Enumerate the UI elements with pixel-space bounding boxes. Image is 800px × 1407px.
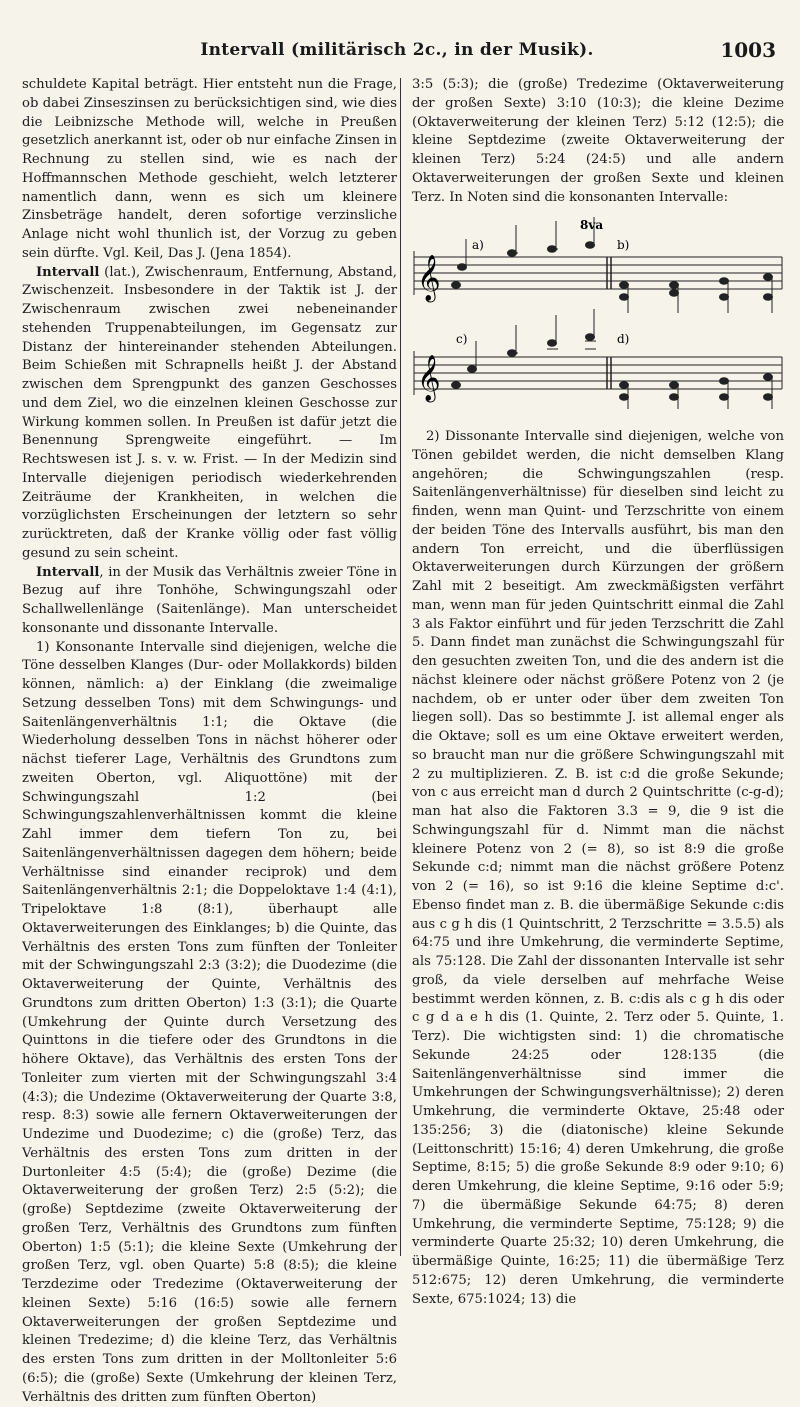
- page-number: 1003: [720, 38, 776, 62]
- paragraph-text: , in der Musik das Verhältnis zweier Töne in Bezug auf ihre Tonhöhe, Schwingungszahl oder Schallwellenlänge (Saitenlänge). Man unterscheidet konsonante und dissonante Intervalle.: [22, 565, 397, 636]
- staff-lower: [414, 351, 782, 395]
- ottava-label: 8va: [580, 218, 603, 232]
- staff-upper: [414, 251, 782, 295]
- treble-clef-icon: 𝄞: [417, 255, 441, 303]
- paragraph-consonant-continued: 3:5 (5:3); die (große) Tredezime (Oktaverweiterung der großen Sexte) 3:10 (10:3); die kleine Dezime (Oktaverweiterung der kleinen Terz) 5:12 (12:5); die kleine Septdezime (zweite Oktaverweiterung der kleinen Terz) 5:24 (24:5) und alle andern Oktaverweiterungen der großen Sexte und kleinen Terz. In Noten sind die konsonanten Intervalle:: [412, 76, 784, 207]
- right-column: [412, 76, 784, 1256]
- treble-clef-icon: 𝄞: [417, 355, 441, 403]
- label-d: d): [617, 332, 629, 346]
- running-title: Intervall (militärisch 2c., in der Musik).: [18, 40, 776, 60]
- headword: Intervall: [36, 265, 99, 280]
- page-header: [18, 30, 776, 72]
- paragraph-dissonant-intervals: 2) Dissonante Intervalle sind diejenigen, welche von Tönen gebildet werden, die nicht demselben Klang angehören; die Schwingungszahlen (resp. Saitenlängenverhältnisse) für dieselben sind leicht zu finden, wenn man Quint- und Terzschritte von einem der beiden Töne des Intervalls ausführt, bis man den andern Ton erreicht, und die überflüssigen Oktaverweiterungen durch Kürzungen der größern Zahl mit 2 beseitigt. Am zweckmäßigsten verfährt man, wenn man für jeden Quintschritt einmal die Zahl 3 als Faktor einführt und für jeden Terzschritt die Zahl 5. Dann findet man zunächst die Schwingungszahl für den gesuchten zweiten Ton, und die des andern ist die nächst kleinere oder nächst größere Potenz von 2 (je nachdem, ob er unter oder über dem zweiten Ton liegen soll). Das so bestimmte J. ist allemal enger als die Oktave; soll es um eine Oktave erweitert werden, so braucht man nur die größere Schwingungszahl mit 2 zu multiplizieren. Z. B. ist c:d die große Sekunde; von c aus erreicht man d durch 2 Quintschritte (c-g-d); man hat also die Faktoren 3.3 = 9, die 9 ist die Schwingungszahl für d. Nimmt man die nächst kleinere Potenz von 2 (= 8), so ist 8:9 die große Sekunde c:d; nimmt man die nächst größere Potenz von 2 (= 16), so ist 9:16 die kleine Septime d:c'. Ebenso findet man z. B. die übermäßige Sekunde c:dis aus c g h dis (1 Quintschritt, 2 Terzschritte = 3.5.5) als 64:75 und ihre Umkehrung, die verminderte Septime, als 75:128. Die Zahl der dissonanten Intervalle ist sehr groß, da viele derselben auf mehrfache Weise bestimmt werden können, z. B. c:dis als c g h dis oder c g d a e h dis (1. Quinte, 2. Terz oder 5. Quinte, 1. Terz). Die wichtigsten sind: 1) die chromatische Sekunde 24:25 oder 128:135 (die Saitenlängenverhältnisse sind immer die Umkehrungen der Schwingungsverhältnisse); 2) deren Umkehrung, die verminderte Oktave, 25:48 oder 135:256; 3) die (diatonische) kleine Sekunde (Leittonschritt) 15:16; 4) deren Umkehrung, die große Septime, 8:15; 5) die große Sekunde 8:9 oder 9:10; 6) deren Umkehrung, die kleine Septime, 9:16 oder 5:9; 7) die übermäßige Sekunde 64:75; 8) deren Umkehrung, die verminderte Septime, 75:128; 9) die verminderte Quarte 25:32; 10) deren Umkehrung, die übermäßige Quinte, 16:25; 11) die übermäßige Terz 512:675; 12) deren Umkehrung, die verminderte Sexte, 675:1024; 13) die: [412, 428, 784, 1309]
- paragraph-consonant-intervals: 1) Konsonante Intervalle sind diejenigen, welche die Töne desselben Klanges (Dur- oder Mollakkords) bilden können, nämlich: a) der Einklang (die zweimalige Setzung desselben Tons) mit dem Schwingungs- und Saitenlängenverhältnis 1:1; die Oktave (die Wiederholung desselben Tons in nächst höherer oder nächst tieferer Lage, Verhältnis des Grundtons zum zweiten Oberton, vgl. Aliquottöne) mit der Schwingungszahl 1:2 (bei Schwingungszahlenverhältnissen kommt die kleine Zahl immer dem tiefern Ton zu, bei Saitenlängenverhältnissen dagegen dem höhern; beide Verhältnisse sind einander reciprok) und dem Saitenlängenverhältnis 2:1; die Doppeloktave 1:4 (4:1), Tripeloktave 1:8 (8:1), überhaupt alle Oktaverweiterungen des Einklanges; b) die Quinte, das Verhältnis des ersten Tons zum fünften der Tonleiter mit der Schwingungszahl 2:3 (3:2); die Duodezime (die Oktaverweiterung der Quinte, Verhältnis des Grundtons zum dritten Oberton) 1:3 (3:1); die Quarte (Umkehrung der Quinte durch Versetzung des Quinttons in die tiefere oder des Grundtons in die höhere Oktave), das Verhältnis des ersten Tons der Tonleiter zum vierten mit der Schwingungszahl 3:4 (4:3); die Undezime (Oktaverweiterung der Quarte 3:8, resp. 8:3) sowie alle fernern Oktaverweiterungen der Undezime und Duodezime; c) die (große) Terz, das Verhältnis des ersten Tons zum dritten in der Durtonleiter 4:5 (5:4); die (große) Dezime (die Oktaverweiterung der großen Terz) 2:5 (5:2); die (große) Septdezime (zweite Oktaverweiterung der großen Terz, Verhältnis des Grundtons zum fünften Oberton) 1:5 (5:1); die kleine Sexte (Umkehrung der großen Terz, vgl. oben Quarte) 5:8 (8:5); die kleine Terzdezime oder Tredezime (Oktaverweiterung der kleinen Sexte) 5:16 (16:5) sowie alle fernern Oktaverweiterungen der großen Septdezime und kleinen Tredezime; d) die kleine Terz, das Verhältnis des ersten Tons zum dritten in der Molltonleiter 5:6 (6:5); die (große) Sexte (Umkehrung der kleinen Terz, Verhältnis des dritten zum fünften Oberton): [22, 639, 397, 1407]
- headword: Intervall: [36, 565, 99, 580]
- paragraph-intervall-music: [22, 564, 397, 639]
- label-a: a): [472, 238, 484, 252]
- notes-lower: [452, 309, 773, 409]
- paragraph-intervall-military: [22, 264, 397, 564]
- paragraph-text: (lat.), Zwischenraum, Entfernung, Abstand, Zwischenzeit. Insbesondere in der Taktik ist J. der Zwischenraum zwischen zwei nebeneinander stehenden Truppenabteilungen, im Gegensatz zur Distanz der hintereinander stehenden Abteilungen. Beim Schießen mit Schrapnells heißt J. der Abstand zwischen dem Sprengpunkt des ganzen Geschosses und dem Ziel, wo die einzelnen kleinen Geschosse zur Wirkung kommen sollen. In Preußen ist dafür jetzt die Benennung Sprengweite eingeführt. — Im Rechtswesen ist J. s. v. w. Frist. — In der Medizin sind Intervalle diejenigen periodisch wiederkehrenden Zeiträume der Krankheiten, in welchen die vorzüglichsten Erscheinungen der letztern so sehr zurücktreten, daß der Kranke völlig oder fast völlig gesund zu sein scheint.: [22, 265, 397, 561]
- column-divider: [400, 78, 401, 1256]
- left-column: [22, 76, 397, 1256]
- label-b: b): [617, 238, 629, 252]
- label-c: c): [456, 332, 467, 346]
- music-example: [412, 211, 784, 418]
- paragraph-interest-end: schuldete Kapital beträgt. Hier entsteht nun die Frage, ob dabei Zinseszinsen zu berücksichtigen sind, wie dies die Leibnizsche Methode will, welche in Preußen gesetzlich anerkannt ist, oder ob nur einfache Zinsen in Rechnung zu stellen sind, wie es nach der Hoffmannschen Methode geschieht, welch letzterer namentlich dann, wenn es sich um kleinere Zinsbeträge handelt, deren sofortige verzinsliche Anlage nicht wohl thunlich ist, der Vorzug zu geben sein dürfte. Vgl. Keil, Das J. (Jena 1854).: [22, 76, 397, 264]
- music-notation-figure: [412, 211, 784, 411]
